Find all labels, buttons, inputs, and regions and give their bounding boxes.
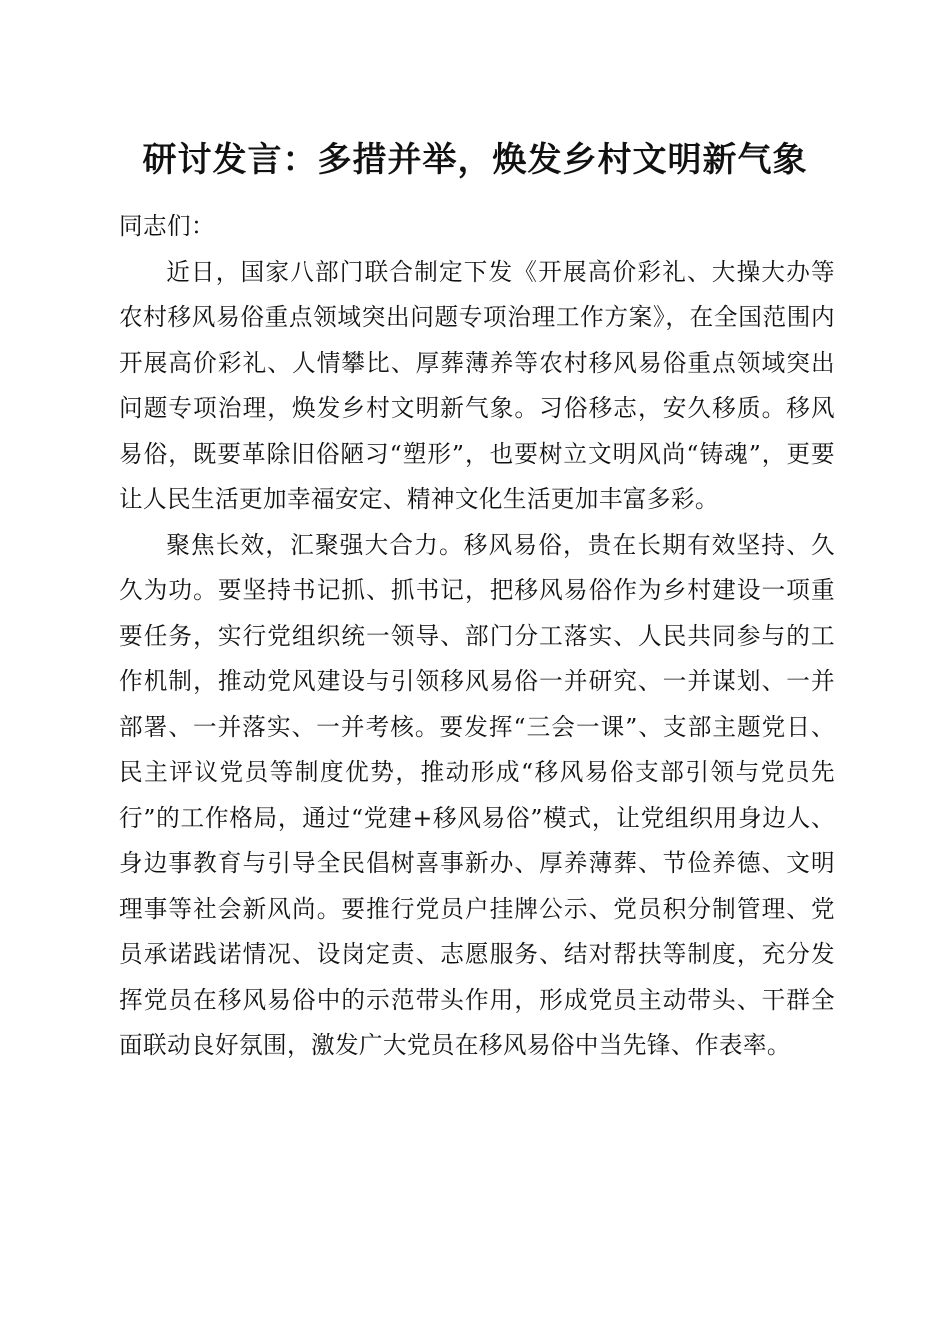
paragraph-1: 近日，国家八部门联合制定下发《开展高价彩礼、大操大办等农村移风易俗重点领域突出问题专项治理工作方案》，在全国范围内开展高价彩礼、人情攀比、厚葬薄养等农村移风易俗重点领域突出问题专项治理，焕发乡村文明新气象。习俗移志，安久移质。移风易俗，既要革除旧俗陋习“塑形”，也要树立文明风尚“铸魂”，更要让人民生活更加幸福安定、精神文化生活更加丰富多彩。: [119, 257, 835, 513]
document-body: [119, 204, 835, 1069]
document-title: 研讨发言：多措并举，焕发乡村文明新气象: [142, 140, 808, 180]
salutation: 同志们：: [119, 212, 215, 240]
paragraph-2: 聚焦长效，汇聚强大合力。移风易俗，贵在长期有效坚持、久久为功。要坚持书记抓、抓书记，把移风易俗作为乡村建设一项重要任务，实行党组织统一领导、部门分工落实、人民共同参与的工作机制，推动党风建设与引领移风易俗一并研究、一并谋划、一并部署、一并落实、一并考核。要发挥“三会一课”、支部主题党日、民主评议党员等制度优势，推动形成“移风易俗支部引领与党员先行”的工作格局，通过“党建+移风易俗”模式，让党组织用身边人、身边事教育与引导全民倡树喜事新办、厚养薄葬、节俭养德、文明理事等社会新风尚。要推行党员户挂牌公示、党员积分制管理、党员承诺践诺情况、设岗定责、志愿服务、结对帮扶等制度，充分发挥党员在移风易俗中的示范带头作用，形成党员主动带头、干群全面联动良好氛围，激发广大党员在移风易俗中当先锋、作表率。: [119, 530, 835, 1059]
